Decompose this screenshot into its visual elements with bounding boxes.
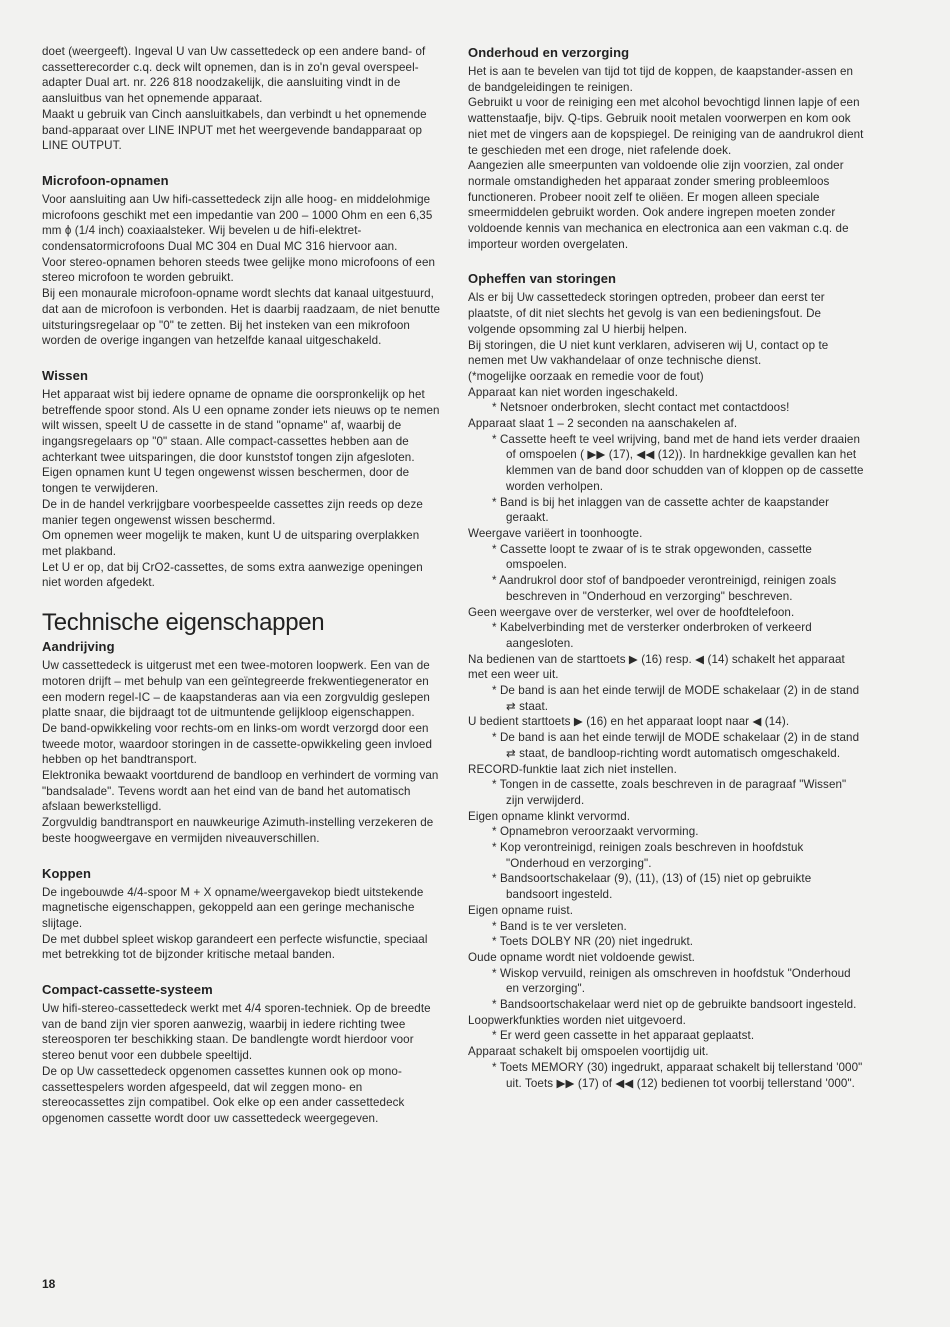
trouble-item [468, 605, 866, 652]
trouble-title: Na bedienen van de starttoets ▶ (16) resp. ◀ (14) schakelt het apparaat met een weer uit. [468, 652, 845, 682]
trouble-title: RECORD-funktie laat zich niet instellen. [468, 762, 677, 776]
trouble-remedy: * Kop verontreinigd, reinigen zoals beschreven in hoofdstuk "Onderhoud en verzorging". [468, 840, 866, 871]
section-heading-wissen: Wissen [42, 367, 88, 383]
section-heading-koppen: Koppen [42, 865, 91, 881]
trouble-remedy: * Opnamebron veroorzaakt vervorming. [468, 824, 866, 840]
trouble-remedy: * Kabelverbinding met de versterker onderbroken of verkeerd aangesloten. [468, 620, 866, 651]
paragraph: Bij storingen, die U niet kunt verklaren, adviseren wij U, contact op te nemen met Uw vakhandelaar of onze technische dienst. [468, 338, 829, 368]
trouble-title: Oude opname wordt niet voldoende gewist. [468, 950, 695, 964]
left-column [42, 44, 442, 1127]
trouble-remedy: * Band is bij het inlaggen van de cassette achter de kaapstander geraakt. [468, 495, 866, 526]
trouble-item [468, 809, 866, 903]
trouble-item [468, 714, 866, 761]
trouble-item [468, 1013, 866, 1044]
paragraph: Gebruikt u voor de reiniging een met alcohol bevochtigd linnen lapje of een wattenstaafje, bijv. Q-tips. Gebruik nooit metalen voorwerpen en kom ook niet met de vingers aan de kopspiegel. De reiniging van de aandrukrol dient te geschieden met een droge, niet rafelende doek. [468, 96, 864, 157]
trouble-item [468, 950, 866, 1013]
section-heading-opheffen: Opheffen van storingen [468, 271, 617, 287]
paragraph: Het is aan te bevelen van tijd tot tijd de koppen, de kaapstander-assen en de bandgeleidingen te reinigen. [468, 65, 854, 94]
trouble-title: Apparaat kan niet worden ingeschakeld. [468, 385, 679, 399]
trouble-title: Geen weergave over de versterker, wel over de hoofdtelefoon. [468, 605, 795, 619]
note: (*mogelijke oorzaak en remedie voor de fout) [468, 369, 704, 383]
page-number: 18 [42, 1277, 56, 1291]
trouble-remedy: * Cassette loopt te zwaar of is te strak opgewonden, cassette omspoelen. [468, 542, 866, 573]
section-heading-onderhoud: Onderhoud en verzorging [468, 45, 630, 60]
paragraph: Bij een monaurale microfoon-opname wordt slechts dat kanaal uitgestuurd, dat aan de microfoon is verbonden. Het is daarbij raadzaam, de niet benutte uitsturingsregelaar op "0" te zetten. Bij het insteken van een mikrofoon worden de overige ingangen van hetzelfde kanaal uitgeschakeld. [42, 287, 441, 348]
paragraph: Om opnemen weer mogelijk te maken, kunt U de uitsparing overplakken met plakband. [42, 529, 420, 558]
paragraph: De op Uw cassettedeck opgenomen cassettes kunnen ook op mono-cassettespelers worden afgespeeld, dat wil zeggen mono- en stereocassettes zijn compatibel. Ook elke op een ander cassettedeck opgenomen cassette wordt door uw cassettedeck weergegeven. [42, 1064, 405, 1125]
paragraph: Let U er op, dat bij CrO2-cassettes, de soms extra aanwezige openingen niet worden afgedekt. [42, 560, 423, 590]
trouble-title: Apparaat schakelt bij omspoelen voortijdig uit. [468, 1045, 709, 1059]
paragraph: Voor aansluiting aan Uw hifi-cassettedeck zijn alle hoog- en middelohmige microfoons geschikt met een impedantie van 200 – 1000 Ohm en een 6,35 mm ϕ (1/4 inch) coaxiaalsteker. Wij bevelen u de hifi-elektret-condensatormicrofoons Dual MC 304 en Dual MC 316 hiervoor aan. [42, 192, 433, 254]
paragraph: Elektronika bewaakt voortdurend de bandloop en verhindert de vorming van "bandsalade". Tevens wordt aan het eind van de band het automatisch afslaan bewerkstelligd. [42, 769, 439, 814]
paragraph: De in de handel verkrijgbare voorbespeelde cassettes zijn reeds op deze manier tegen ongewenst wissen beschermd. [42, 497, 423, 527]
trouble-item [468, 762, 866, 809]
paragraph: Uw cassettedeck is uitgerust met een twee-motoren loopwerk. Een van de motoren drijft – met behulp van een geïntegreerde frekwentiegenerator en een modern regel-IC – de kaapstanderas aan via een zorgvuldig geslepen platte snaar, die bijdraagt tot de uitmuntende gelijkloop eigenschappen. [42, 659, 430, 720]
trouble-remedy: * Aandrukrol door stof of bandpoeder verontreinigd, reinigen zoals beschreven in "Onderhoud en verzorging" beschreven. [468, 573, 866, 604]
trouble-remedy: * Cassette heeft te veel wrijving, band met de hand iets verder draaien of omspoelen ( ▶▶ (17), ◀◀ (12)). In hardnekkige gevallen kan het klemmen van de band door schudden van of kloppen op de cassette worden verholpen. [468, 432, 866, 495]
trouble-title: Loopwerkfunkties worden niet uitgevoerd. [468, 1013, 686, 1027]
trouble-item [468, 1044, 866, 1091]
trouble-remedy: * Bandsoortschakelaar (9), (11), (13) of (15) niet op gebruikte bandsoort ingesteld. [468, 871, 866, 902]
trouble-remedy: * Bandsoortschakelaar werd niet op de gebruikte bandsoort ingesteld. [468, 997, 866, 1013]
trouble-title: Eigen opname ruist. [468, 903, 574, 917]
trouble-remedy: * Er werd geen cassette in het apparaat geplaatst. [468, 1028, 866, 1044]
paragraph: Uw hifi-stereo-cassettedeck werkt met 4/4 sporen-techniek. Op de breedte van de band zijn vier sporen aanwezig, waarbij in iedere richting twee stereosporen ter beschikking staan. De bandlengte wordt hierdoor voor stereo benut voor een dubbele speeltijd. [42, 1002, 431, 1063]
trouble-remedy: * Toets MEMORY (30) ingedrukt, apparaat schakelt bij tellerstand '000" uit. Toets ▶▶ (17) of ◀◀ (12) bedienen tot voorbij tellerstand '000". [468, 1060, 866, 1091]
section-heading-compact-cassette: Compact-cassette-systeem [42, 982, 213, 998]
paragraph: De met dubbel spleet wiskop garandeert een perfecte wisfunctie, speciaal met betrekking tot de bijzonder kritische metaal banden. [42, 932, 428, 962]
right-column [468, 44, 866, 1091]
intro-paragraph: doet (weergeeft). Ingeval U van Uw cassettedeck op een andere band- of cassetterecorder c.q. deck wilt opnemen, dan is in zo'n geval overspeel-adapter Dual art. nr. 226 818 noodzakelijk, die aansluiting vindt in de aansluitbus van het opnemende apparaat. [42, 45, 426, 106]
trouble-remedy: * Toets DOLBY NR (20) niet ingedrukt. [468, 934, 866, 950]
trouble-remedy: * De band is aan het einde terwijl de MODE schakelaar (2) in de stand ⇄ staat. [468, 683, 866, 714]
trouble-title: Weergave variëert in toonhoogte. [468, 526, 643, 540]
trouble-remedy: * Wiskop vervuild, reinigen als omschreven in hoofdstuk "Onderhoud en verzorging". [468, 966, 866, 997]
trouble-remedy: * Band is te ver versleten. [468, 919, 866, 935]
trouble-remedy: * Tongen in de cassette, zoals beschreven in de paragraaf "Wissen" zijn verwijderd. [468, 777, 866, 808]
intro-paragraph: Maakt u gebruik van Cinch aansluitkabels, dan verbindt u het opnemende band-apparaat over LINE INPUT met het weergevende bandapparaat op LINE OUTPUT. [42, 107, 427, 153]
trouble-item [468, 416, 866, 526]
trouble-item [468, 903, 866, 950]
trouble-item [468, 385, 866, 416]
trouble-title: U bedient starttoets ▶ (16) en het apparaat loopt naar ◀ (14). [468, 715, 790, 729]
paragraph: Voor stereo-opnamen behoren steeds twee gelijke mono microfoons of een stereo microfoon te worden gebruikt. [42, 255, 436, 285]
paragraph: De ingebouwde 4/4-spoor M + X opname/weergavekop biedt uitstekende magnetische eigenschappen, gekoppeld aan een geringe mechanische slijtage. [42, 885, 424, 930]
section-heading-aandrijving: Aandrijving [42, 639, 115, 655]
section-heading-microfoon: Microfoon-opnamen [42, 172, 169, 188]
paragraph: Zorgvuldig bandtransport en nauwkeurige Azimuth-instelling verzekeren de beste hoogweergave en vermijden niveauverschillen. [42, 816, 434, 845]
paragraph: Aangezien alle smeerpunten van voldoende olie zijn voorzien, zal onder normale omstandigheden het apparaat zonder smering probleemloos functioneren. Probeer nooit zelf te oliëen. Er mogen alleen speciale smeermiddelen gebruikt worden. Ook andere ingrepen moeten zonder voldoende kennis van mechanica en electronica aan een vakman c.q. de importeur worden overgelaten. [468, 159, 849, 251]
trouble-title: Eigen opname klinkt vervormd. [468, 809, 631, 823]
trouble-item [468, 652, 866, 715]
trouble-remedy: * Netsnoer onderbroken, slecht contact met contactdoos! [468, 400, 866, 416]
trouble-item [468, 526, 866, 605]
trouble-remedy: * De band is aan het einde terwijl de MODE schakelaar (2) in de stand ⇄ staat, de bandloop-richting wordt automatisch omgeschakeld. [468, 730, 866, 761]
chapter-title: Technische eigenschappen [42, 609, 325, 637]
trouble-title: Apparaat slaat 1 – 2 seconden na aanschakelen af. [468, 417, 738, 431]
paragraph: Het apparaat wist bij iedere opname de opname die oorspronkelijk op het betreffende spoor stond. Als U een opname zonder iets nieuws op te nemen wilt wissen, speelt U de cassette in de stand "opname" af, waarbij de ingangsregelaars op "0" staan. Alle compact-cassettes hebben aan de achterkant twee uitsparingen, die door kunststof tongen zijn afgesloten. Eigen opnamen kunt U tegen ongewenst wissen beschermen, door de tongen te verwijderen. [42, 387, 440, 496]
paragraph: Als er bij Uw cassettedeck storingen optreden, probeer dan eerst ter plaatste, of dit niet slechts het gevolg is van een bedieningsfout. De volgende opsomming zal U hierbij helpen. [468, 291, 825, 336]
paragraph: De band-opwikkeling voor rechts-om en links-om wordt verzorgd door een tweede motor, waardoor storingen in de cassette-opwikkeling geen invloed hebben op het bandtransport. [42, 721, 433, 767]
